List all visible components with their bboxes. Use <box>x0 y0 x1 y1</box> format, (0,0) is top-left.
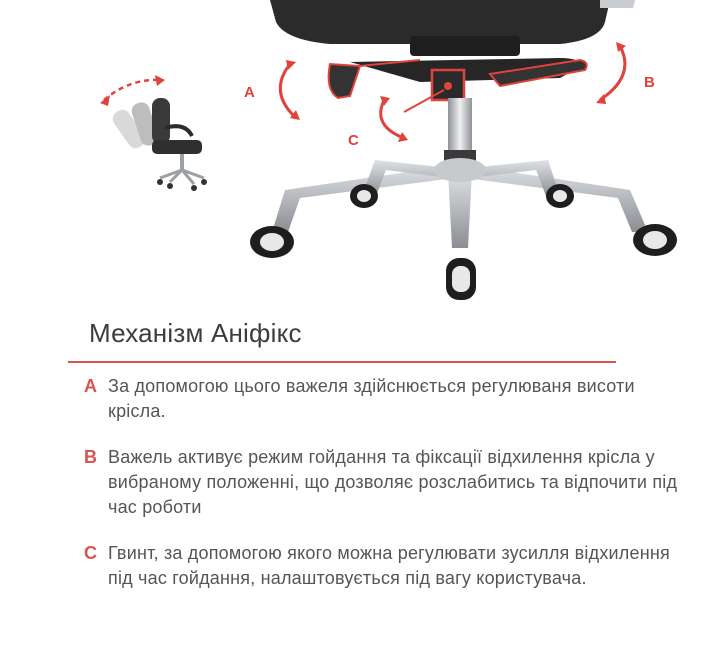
seat-cushion <box>270 0 635 56</box>
callout-c-label: C <box>348 132 359 149</box>
arrow-b-icon <box>600 46 625 100</box>
feature-item-c <box>84 541 684 591</box>
feature-letter: C <box>84 543 97 563</box>
section-title: Механізм Аніфікс <box>89 318 302 348</box>
tilt-demo-icon <box>100 75 207 191</box>
feature-text: За допомогою цього важеля здійснюється регулюваня висоти крісла. <box>108 376 635 421</box>
feature-item-a <box>84 374 684 424</box>
feature-text: Важель активує режим гойдання та фіксації відхилення крісла у вибраному положенні, що дозволяє розслабитись та відпочити під час роботи <box>108 447 678 517</box>
feature-item-b <box>84 445 684 520</box>
feature-list <box>84 374 684 612</box>
feature-letter: B <box>84 447 97 467</box>
callout-b-label: B <box>644 74 655 91</box>
mechanism-illustration <box>0 0 720 310</box>
section-divider <box>68 361 616 363</box>
callout-a-label: A <box>244 84 255 101</box>
feature-letter: A <box>84 376 97 396</box>
chair-base-svg <box>0 0 720 310</box>
star-base <box>272 158 648 248</box>
feature-text: Гвинт, за допомогою якого можна регулювати зусилля відхилення під час гойдання, налаштовується під вагу користувача. <box>108 543 670 588</box>
arrow-a-icon <box>280 64 296 118</box>
